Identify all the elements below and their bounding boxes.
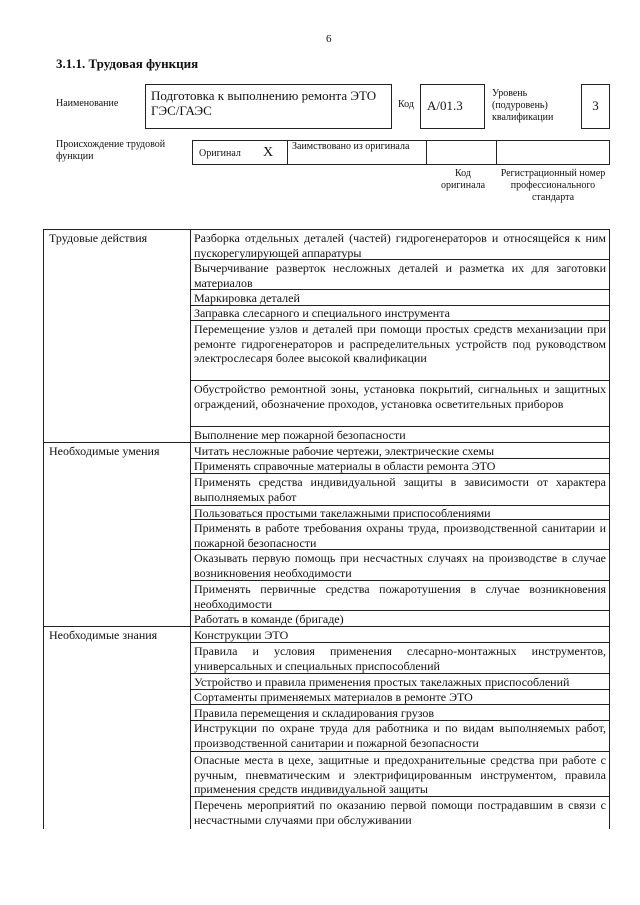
action-item: Вычерчивание разверток несложных деталей и разметка их для заготовки материалов bbox=[194, 261, 606, 290]
knowledge-item: Правила перемещения и складирования грузов bbox=[194, 706, 435, 720]
borrowed-label: Заимствовано из оригинала bbox=[292, 141, 410, 152]
row-divider bbox=[190, 380, 610, 381]
action-item: Разборка отдельных деталей (частей) гидрогенераторов и относящейся к ним пускорегулирующей аппаратуры bbox=[194, 231, 606, 260]
reg-number-cell bbox=[497, 141, 609, 164]
skill-item: Применять в работе требования охраны труда, производственной санитарии и пожарной безопасности bbox=[194, 521, 606, 550]
action-item: Маркировка деталей bbox=[194, 291, 300, 305]
section-label-knowledge: Необходимые знания bbox=[49, 628, 158, 642]
skill-item: Оказывать первую помощь при несчастных случаях на производстве в случае возникновения необходимости bbox=[194, 551, 606, 580]
section-label-skills: Необходимые умения bbox=[49, 444, 160, 458]
reg-number-caption: Регистрационный номер профессионального стандарта bbox=[500, 168, 606, 203]
row-divider bbox=[190, 673, 610, 674]
knowledge-item: Перечень мероприятий по оказанию первой помощи пострадавшим в связи с несчастными случаями при обслуживании bbox=[194, 798, 606, 827]
row-divider bbox=[190, 751, 610, 752]
action-item: Перемещение узлов и деталей при помощи простых средств механизации при ремонте гидрогенераторов и распределительных устройств под руководством электрослесаря более высокой квалификации bbox=[194, 322, 606, 365]
skill-item: Работать в команде (бригаде) bbox=[194, 612, 344, 626]
knowledge-item: Правила и условия применения слесарно-монтажных инструментов, универсальных и специальных приспособлений bbox=[194, 644, 606, 673]
skill-item: Пользоваться простыми такелажными приспособлениями bbox=[194, 506, 491, 520]
action-item: Заправка слесарного и специального инструмента bbox=[194, 306, 450, 320]
origin-table bbox=[192, 140, 610, 165]
skill-item: Читать несложные рабочие чертежи, электрические схемы bbox=[194, 444, 495, 458]
knowledge-item: Опасные места в цехе, защитные и предохранительные средства при работе с ручным, пневматическим и электрифицированным инструментом, правила применения средств индивидуальной защиты bbox=[194, 753, 606, 796]
action-item: Обустройство ремонтной зоны, установка покрытий, сигнальных и защитных ограждений, обозначение проходов, установка осветительных приборов bbox=[194, 382, 606, 411]
skill-item: Применять средства индивидуальной защиты в зависимости от характера выполняемых работ bbox=[194, 475, 606, 504]
code-value: A/01.3 bbox=[420, 84, 485, 129]
original-label: Оригинал bbox=[199, 148, 241, 159]
level-value: 3 bbox=[581, 84, 610, 129]
code-original-cell bbox=[427, 141, 497, 164]
page-number: 6 bbox=[326, 33, 332, 45]
knowledge-item: Конструкции ЭТО bbox=[194, 628, 289, 642]
level-label: Уровень (подуровень) квалификации bbox=[492, 88, 554, 123]
name-value: Подготовка к выполнению ремонта ЭТО ГЭС/ГАЭС bbox=[145, 84, 392, 129]
code-label: Код bbox=[398, 99, 414, 110]
row-divider bbox=[190, 580, 610, 581]
knowledge-item: Сортаменты применяемых материалов в ремонте ЭТО bbox=[194, 690, 473, 704]
origin-label: Происхождение трудовой функции bbox=[56, 139, 166, 162]
borrowed-cell bbox=[288, 141, 427, 164]
original-cell bbox=[193, 141, 288, 164]
skill-item: Применять справочные материалы в области ремонта ЭТО bbox=[194, 459, 496, 473]
section-title: 3.1.1. Трудовая функция bbox=[56, 56, 199, 71]
knowledge-item: Устройство и правила применения простых такелажных приспособлений bbox=[194, 675, 570, 689]
section-label-actions: Трудовые действия bbox=[49, 231, 148, 245]
knowledge-item: Инструкции по охране труда для работника и по видам выполняемых работ, производственной санитарии и пожарной безопасности bbox=[194, 721, 606, 750]
original-mark: X bbox=[263, 145, 274, 160]
row-divider bbox=[190, 426, 610, 427]
column-divider bbox=[190, 229, 191, 829]
name-label: Наименование bbox=[56, 98, 119, 109]
action-item: Выполнение мер пожарной безопасности bbox=[194, 428, 406, 442]
code-original-caption: Код оригинала bbox=[440, 168, 486, 191]
skill-item: Применять первичные средства пожаротушения в случае возникновения необходимости bbox=[194, 582, 606, 611]
